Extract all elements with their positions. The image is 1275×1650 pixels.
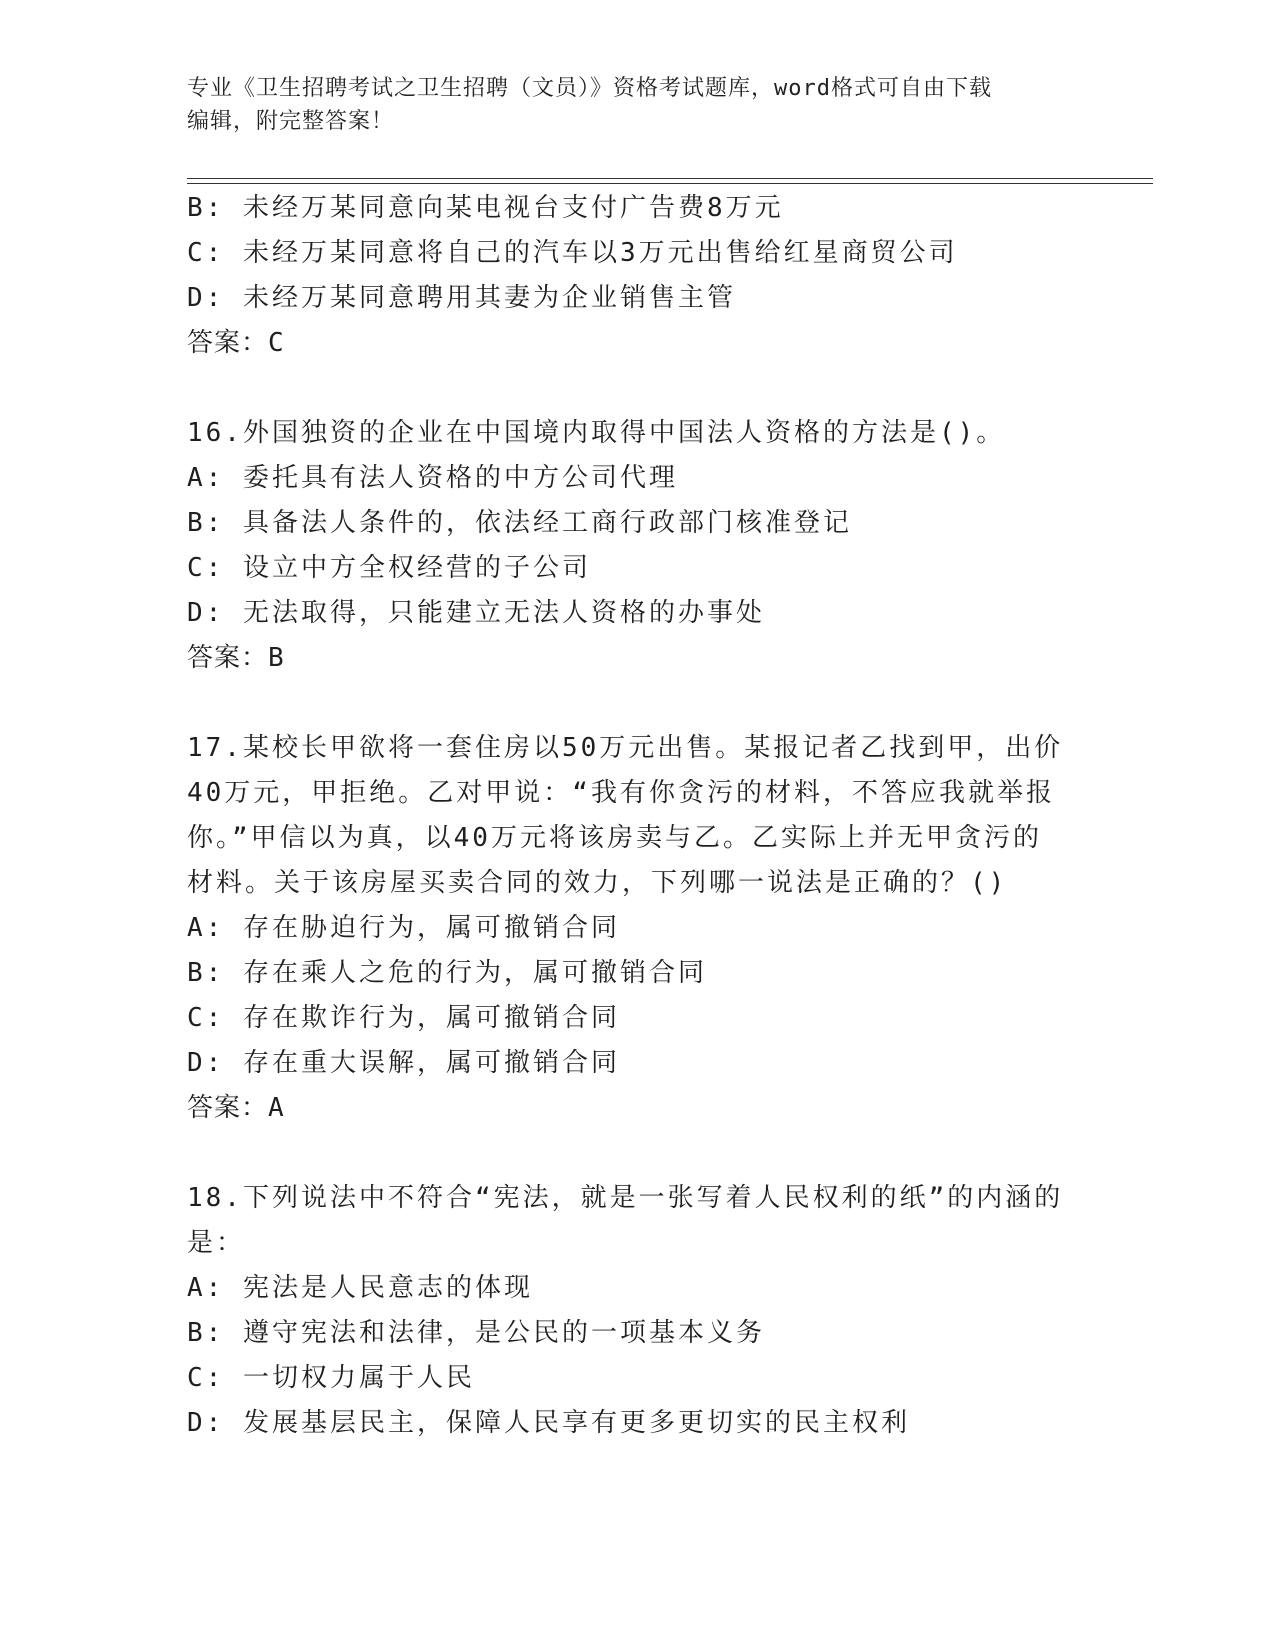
answer-line: 答案：A [187,1093,285,1123]
question-stem-line-2: 40万元，甲拒绝。乙对甲说：“我有你贪污的材料，不答应我就举报 [187,778,1055,808]
answer-line: 答案：C [187,328,285,358]
header-divider-bottom [187,183,1153,184]
option-b: B: 未经万某同意向某电视台支付广告费8万元 [187,193,784,223]
question-16 [187,411,1087,681]
header-divider-top [187,178,1153,179]
option-a: A: 委托具有法人资格的中方公司代理 [187,463,678,493]
question-stem-line-2: 是： [187,1228,246,1258]
question-stem-line-1: 17.某校长甲欲将一套住房以50万元出售。某报记者乙找到甲，出价 [187,733,1064,763]
spacer [187,366,1087,411]
option-d: D: 无法取得，只能建立无法人资格的办事处 [187,598,765,628]
option-b: B: 具备法人条件的，依法经工商行政部门核准登记 [187,508,852,538]
question-content [187,186,1087,1446]
answer-line: 答案：B [187,643,285,673]
option-c: C: 存在欺诈行为，属可撤销合同 [187,1003,620,1033]
option-c: C: 未经万某同意将自己的汽车以3万元出售给红星商贸公司 [187,238,958,268]
spacer [187,1131,1087,1176]
option-d: D: 发展基层民主，保障人民享有更多更切实的民主权利 [187,1408,910,1438]
option-c: C: 设立中方全权经营的子公司 [187,553,591,583]
question-stem-line-3: 你。”甲信以为真，以40万元将该房卖与乙。乙实际上并无甲贪污的 [187,823,1042,853]
question-17 [187,726,1087,1131]
spacer [187,681,1087,726]
option-b: B: 存在乘人之危的行为，属可撤销合同 [187,958,707,988]
question-stem-line-4: 材料。关于该房屋买卖合同的效力，下列哪一说法是正确的？() [187,868,1008,898]
question-18 [187,1176,1087,1446]
option-a: A: 存在胁迫行为，属可撤销合同 [187,913,620,943]
option-d: D: 存在重大误解，属可撤销合同 [187,1048,620,1078]
question-stem: 16.外国独资的企业在中国境内取得中国法人资格的方法是()。 [187,418,1006,448]
question-stem-line-1: 18.下列说法中不符合“宪法，就是一张写着人民权利的纸”的内涵的 [187,1183,1064,1213]
document-header [187,72,1067,138]
option-a: A: 宪法是人民意志的体现 [187,1273,533,1303]
option-b: B: 遵守宪法和法律，是公民的一项基本义务 [187,1318,765,1348]
option-d: D: 未经万某同意聘用其妻为企业销售主管 [187,283,736,313]
header-line-2: 编辑，附完整答案！ [187,109,395,134]
question-15 [187,186,1087,366]
option-c: C: 一切权力属于人民 [187,1363,475,1393]
header-line-1: 专业《卫生招聘考试之卫生招聘（文员）》资格考试题库，word格式可自由下载 [187,76,992,101]
